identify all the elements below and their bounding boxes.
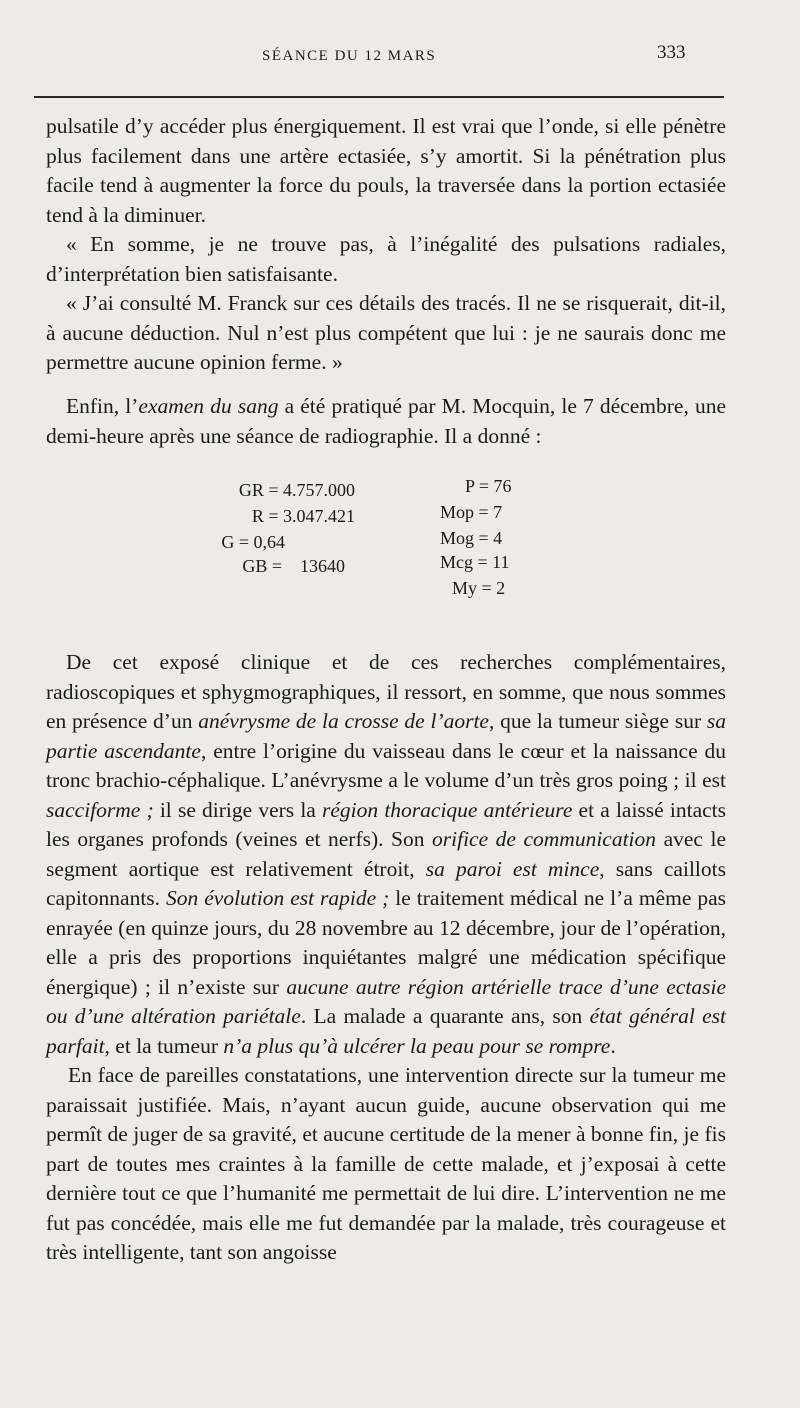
blood-value-gr: GR = 4.757.000 <box>238 480 355 500</box>
blood-value-r: R = 3.047.421 <box>251 506 355 526</box>
blood-intro-text: Enfin, l’ <box>66 394 139 418</box>
blood-value-mog: Mog = 4 <box>440 528 503 548</box>
blood-value-my: My = 2 <box>452 578 506 598</box>
paragraph-continuation: pulsatile d’y accéder plus énergiquement. Il est vrai que l’onde, si elle pénètre plus facilement dans une artère ectasiée, s’y amortit. Si la pénétration plus facile tend à augmenter la force du pouls, la traversée dans la portion ectasiée tend à la diminuer. <box>46 114 726 227</box>
running-title: SÉANCE DU 12 MARS <box>262 48 437 64</box>
paragraph-conclusion: De cet exposé clinique et de ces recherches complémentaires, radioscopiques et sphygmographiques, il ressort, en somme, que nous sommes en présence d’un anévrysme de la crosse de l’aorte, que la tumeur siège sur sa partie ascendante, entre l’origine du vaisseau dans le cœur et la naissance du tronc brachio-céphalique. L’anévrysme a le volume d’un très gros poing ; il est sacciforme ; il se dirige vers la région thoracique antérieure et a laissé intacts les organes profonds (veines et nerfs). Son orifice de communication avec le segment aortique est relativement étroit, sa paroi est mince, sans caillots capitonnants. Son évolution est rapide ; le traitement médical ne l’a même pas enrayée (en quinze jours, du 28 novembre au 12 décembre, jour de l’opération, elle a pris des proportions inquiétantes malgré une médication spécifique énergique) ; il n’existe sur aucune autre région artérielle trace d’une ectasie ou d’une altération pariétale. La malade a quarante ans, son état général est parfait, et la tumeur n’a plus qu’à ulcérer la peau pour se rompre. <box>46 650 727 1058</box>
blood-value-p: P = 76 <box>465 476 512 496</box>
page-number: 333 <box>657 42 686 63</box>
body-text-top <box>46 112 726 378</box>
blood-exam-paragraph <box>46 392 726 451</box>
blood-value-g: G = 0,64 <box>221 532 285 552</box>
paragraph-final: En face de pareilles constatations, une intervention directe sur la tumeur me paraissait justifiée. Mais, n’ayant aucun guide, aucune observation qui me permît de juger de sa gravité, et aucune certitude de la mener à bonne fin, je fis part de toutes mes craintes à la famille de cette malade, et j’exposai à cette dernière tout ce que l’humanité me permettait de lui dire. L’intervention ne me fut pas concédée, mais elle me fut demandée par la malade, très courageuse et très intelligente, tant son angoisse <box>46 1063 726 1264</box>
body-text-bottom <box>46 648 726 1268</box>
header-rule <box>34 96 724 98</box>
blood-value-mcg: Mcg = 11 <box>440 552 510 572</box>
paragraph-quote-2: « J’ai consulté M. Franck sur ces détails des tracés. Il ne se risquerait, dit-il, à aucune déduction. Nul n’est plus compétent que lui : je ne saurais donc me permettre aucune opinion ferme. » <box>46 291 726 374</box>
blood-value-mop: Mop = 7 <box>440 502 503 522</box>
blood-intro-italic: examen du sang <box>138 394 279 418</box>
paragraph-quote-1: « En somme, je ne trouve pas, à l’inégalité des pulsations radiales, d’interprétation bien satisfaisante. <box>46 232 726 286</box>
blood-value-gb: GB = 13640 <box>242 556 345 576</box>
blood-intro-rest: a été pratiqué par M. Mocquin, le 7 décembre, une demi-heure après une séance de radiographie. Il a donné : <box>46 394 726 448</box>
